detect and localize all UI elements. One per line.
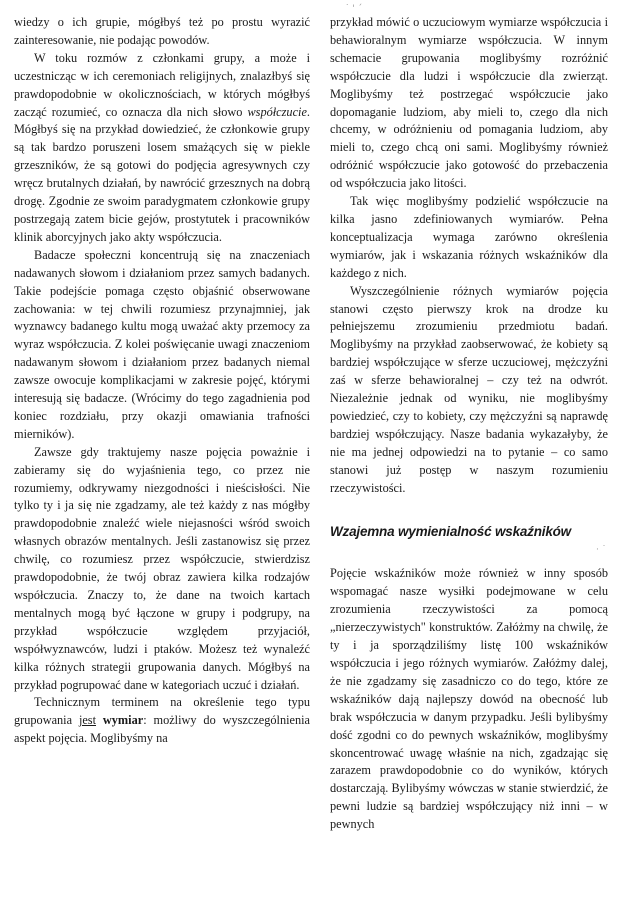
emphasized-term: współczucie (247, 104, 307, 119)
paragraph: przykład mówić o uczuciowym wymiarze współczucia i behawioralnym wymiarze współczucia. W innym schemacie grupowania moglibyśmy rozróżnić współczucie dla ludzi i współczucie dla zwierząt. Moglibyśmy też postrzegać współczucie jako dopomaganie ludziom, aby mieli to, czego dla nich chcemy, w odróżnieniu od pomagania ludziom, aby mieli to, czego chcą oni sami. Moglibyśmy również odróżnić współczucie jako gotowość do przebaczenia od współczucia jako litości. (330, 15, 608, 191)
section-heading: Wzajemna wymienialność wskaźników (330, 524, 571, 540)
paragraph: Tak więc moglibyśmy podzielić współczucie na kilka jasno zdefiniowanych wymiarów. Pełna konceptualizacja wymaga zarówno określenia wymiarów, jak i wskazania różnych wskaźników dla każdego z nich. (330, 194, 608, 280)
scan-artifact-icon: · ˙ (596, 545, 607, 555)
text-run: . Mógłbyś się na przykład dowiedzieć, że członkowie grupy są tak bardzo poruszeni losem smażących się w piekle grzeszników, że są gotowi do podjęcia agresywnych czy wręcz brutalnych działań, by nawrócić grzesznych na dobrą drogę. Zgodnie ze swoim paradygmatem członkowie grupy postrzegają zatem bicie gejów, prostytutek i pracowników klinik aborcyjnych jako akty współczucia. (14, 104, 310, 244)
paragraph (14, 50, 310, 247)
paragraph: Pojęcie wskaźników może również w inny sposób wspomagać nasze wysiłki podejmowane w celu zrozumienia rzeczywistości za pomocą „nierzeczywistych" konstruktów. Załóżmy na chwilę, że ty i ja sporządziliśmy listę 100 wskaźników współczucia i jego różnych wymiarów. Załóżmy dalej, że nie zgadzamy się zasadniczo co do tego, które ze wskaźników dają najlepszy dowód na obecność lub brak współczucia w danym przypadku. Jeśli bylibyśmy dość zgodni co do pewnych wskaźników, moglibyśmy skoncentrować uwagę właśnie na nich, zgadzając się zarazem prawdopodobnie co do wyników, których dostarczają. Bylibyśmy wówczas w stanie stwierdzić, że pewni ludzie są bardziej współczujący niż inni – w pewnych (330, 566, 608, 832)
paragraph (14, 694, 310, 748)
paragraph: Zawsze gdy traktujemy nasze pojęcia poważnie i zabieramy się do wyjaśnienia tego, co przez nie rozumiemy, odkrywamy niezgodności i nieścisłości. Nie tylko ty i ja się nie zgadzamy, ale też każdy z nas mógłby prawdopodobnie znaleźć wiele niejasności wśród swoich własnych obrazów mentalnych. Jeśli zastanowisz się przez chwilę, co rozumiesz przez współczucie, stwierdzisz prawdopodobnie, że twój obraz zawiera kilka rodzajów współczucia. Znaczy to, że dane na twoich kartach mentalnych mogą być łączone w grupy i podgrupy, na przykład współczucie względem przyjaciół, współwyznawców, ludzi i ptaków. Możesz też wynaleźć kilka różnych strategii grupowania danych. Mógłbyś na przykład pogrupować dane w kategoriach uczuć i działań. (14, 444, 310, 692)
scan-artifact-icon: ˙ ' ´ (345, 4, 363, 14)
left-column (14, 14, 310, 748)
text-run: W toku rozmów z członkami grupy, a może i uczestnicząc w ich ceremoniach religijnych, znalazłbyś się prawdopodobnie w okolicznościach, w których mógłbyś zacząć rozumieć, co oznacza dla nich słowo (14, 50, 310, 119)
text-run: : możliwy do wyszczególnienia aspekt pojęcia. Moglibyśmy na (14, 713, 311, 746)
paragraph: Wyszczególnienie różnych wymiarów pojęcia stanowi często pierwszy krok na drodze ku pełniejszemu zrozumieniu przedmiotu badań. Moglibyśmy na przykład zaobserwować, że kobiety są bardziej współczujące w sferze uczuciowej, mężczyźni zaś w sferze behawioralnej – czy też na odwrót. Niezależnie jednak od wyniku, nie moglibyśmy powiedzieć, czy to kobiety, czy mężczyźni są naprawdę bardziej współczujący. Nasze badania wykazałyby, że nie ma jednej odpowiedzi na to pytanie – co samo stanowi już postęp w naszym rozumieniu rzeczywistości. (330, 283, 608, 495)
text-run (96, 713, 103, 727)
text-run: Technicznym terminem na określenie tego typu grupowania (14, 695, 310, 728)
paragraph: Badacze społeczni koncentrują się na znaczeniach nadawanych słowom i działaniom przez samych badanych. Takie podejście pomaga często objaśnić obserwowane zachowania: w tej chwili rozumiesz przynajmniej, jak wyznawcy badanego kultu mogą uważać akty przemocy za wyraz współczucia. Z kolei poświęcanie uwagi znaczeniom nadawanym słowom i działaniom przez badanych niemal zawsze owocuje komplikacjami w zakresie pojęć, którymi interesują się badacze. (Wrócimy do tego zagadnienia pod koniec rozdziału, przy okazji omawiania trafności mierników). (14, 247, 310, 441)
bold-term: wymiar (102, 713, 144, 728)
underlined-word: jest (78, 713, 97, 728)
right-column (330, 14, 608, 834)
paragraph: wiedzy o ich grupie, mógłbyś też po prostu wyrazić zainteresowanie, nie podając powodów. (14, 15, 310, 47)
